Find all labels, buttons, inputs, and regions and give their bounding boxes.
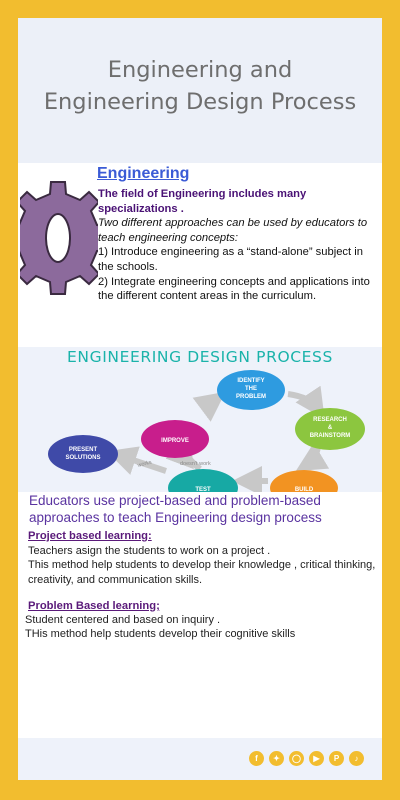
tiktok-icon[interactable]: ♪ [349,751,364,766]
step-identify-label-1: IDENTIFY [237,378,265,384]
step-test-label: TEST [195,487,211,492]
pinterest-icon[interactable]: P [329,751,344,766]
title-band [18,18,382,163]
doesnt-work-label: doesn't work [180,461,211,467]
title-line-1: Engineering and [107,57,293,83]
step-identify-label-2: THE [245,386,257,392]
works-label: works [137,459,153,469]
step-present-label-1: PRESENT [68,447,98,453]
step-improve-label: IMPROVE [161,438,189,444]
page-title [18,54,382,118]
step-test [168,469,238,492]
educators-text: Educators use project-based and problem-based approaches to teach Engineering design process [29,493,322,525]
step-research-label-3: BRAINSTORM [309,433,351,439]
problem-based-heading: Problem Based learning; [28,600,160,612]
instagram-icon[interactable]: ◯ [289,751,304,766]
design-process-cycle [18,347,382,492]
facebook-icon[interactable]: f [249,751,264,766]
step-identify [217,370,285,410]
project-based-heading: Project based learning: [28,530,152,542]
engineering-point-2: 2) Integrate engineering concepts and applications into the different content areas in the curriculum. [98,275,370,303]
gear-icon [20,170,98,306]
step-research-label-2: & [327,425,333,431]
step-present [48,435,118,473]
engineering-heading: Engineering [97,165,190,182]
engineering-text [98,187,380,304]
step-present-label-2: SOLUTIONS [65,455,101,461]
problem-based-text [25,613,375,642]
step-build [270,470,338,492]
step-research-label-1: RESEARCH [313,417,347,423]
title-line-2: Engineering Design Process [43,89,357,115]
problem-based-line-2: THis method help students develop their cognitive skills [25,628,296,641]
design-process-diagram [18,347,382,492]
step-research [295,408,365,450]
project-based-text [28,544,378,587]
engineering-specializations: The field of Engineering includes many specializations . [98,188,307,215]
footer-band [18,738,382,780]
engineering-point-1: 1) Introduce engineering as a “stand-alone” subject in the schools. [98,246,363,273]
design-process-title: ENGINEERING DESIGN PROCESS [67,348,333,366]
project-based-line-2: This method help students to develop their knowledge , critical thinking, creativity, and communication skills. [28,559,376,586]
step-improve [141,420,209,458]
poster-page [18,18,382,780]
engineering-approaches: Two different approaches can be used by educators to teach engineering concepts: [98,217,368,244]
step-build-label: BUILD [294,487,314,492]
twitter-icon[interactable]: ✦ [269,751,284,766]
project-based-line-1: Teachers asign the students to work on a project . [28,545,271,557]
youtube-icon[interactable]: ▶ [309,751,324,766]
problem-based-line-1: Student centered and based on inquiry . [25,614,221,626]
step-identify-label-3: PROBLEM [236,394,266,400]
